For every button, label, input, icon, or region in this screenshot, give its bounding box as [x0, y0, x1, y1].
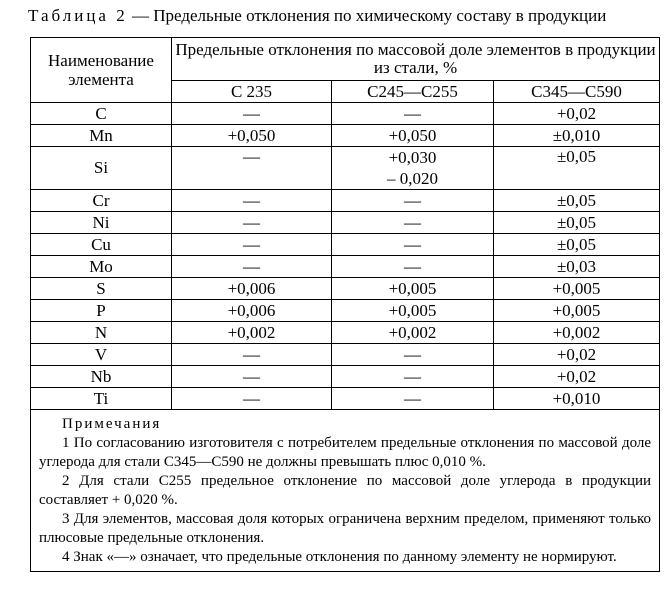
table-row	[31, 366, 660, 388]
value-cell: +0,050	[172, 125, 332, 147]
value-cell: +0,005	[494, 300, 660, 322]
table-row	[31, 278, 660, 300]
column-header: С345—С590	[494, 81, 660, 103]
value-cell: —	[332, 256, 494, 278]
value-cell: —	[172, 388, 332, 410]
column-header: С 235	[172, 81, 332, 103]
value-cell: +0,002	[172, 322, 332, 344]
element-cell: Nb	[31, 366, 172, 388]
value-cell: —	[332, 366, 494, 388]
value-cell: —	[332, 234, 494, 256]
value-cell: ±0,05	[494, 212, 660, 234]
table-row	[31, 125, 660, 147]
value-cell: +0,010	[494, 388, 660, 410]
table-body	[31, 103, 660, 572]
value-cell-multiline	[332, 147, 494, 190]
note-item: 2 Для стали С255 предельное отклонение по массовой доле углерода в продукции составляет + 0,020 %.	[39, 473, 652, 508]
value-cell: —	[172, 366, 332, 388]
value-cell: —	[332, 190, 494, 212]
element-cell: Mn	[31, 125, 172, 147]
element-cell: S	[31, 278, 172, 300]
value-cell: +0,005	[332, 278, 494, 300]
element-cell: С	[31, 103, 172, 125]
notes-cell	[31, 410, 660, 572]
value-cell: —	[332, 103, 494, 125]
value-cell: —	[332, 388, 494, 410]
value-cell: ±0,05	[494, 190, 660, 212]
value-cell: +0,002	[332, 322, 494, 344]
value-cell: +0,02	[494, 344, 660, 366]
value-line: +0,030	[388, 148, 437, 167]
table-caption	[28, 6, 606, 26]
element-cell: P	[31, 300, 172, 322]
value-cell: ±0,010	[494, 125, 660, 147]
element-name-header: Наименование элемента	[31, 38, 172, 103]
value-cell: —	[332, 212, 494, 234]
table-caption-text: — Предельные отклонения по химическому составу в продукции	[131, 6, 607, 25]
table-row	[31, 147, 660, 190]
value-cell: +0,005	[332, 300, 494, 322]
value-cell: —	[332, 344, 494, 366]
table-row	[31, 234, 660, 256]
element-cell: Mo	[31, 256, 172, 278]
deviations-table	[30, 37, 660, 572]
deviations-group-header: Предельные отклонения по массовой доле элементов в продукции из стали, %	[172, 38, 660, 81]
note-item: 4 Знак «—» означает, что предельные отклонения по данному элементу не нормируют.	[62, 549, 617, 565]
value-cell: —	[172, 344, 332, 366]
element-cell: Si	[31, 147, 172, 190]
table-row	[31, 190, 660, 212]
value-cell: ±0,05	[494, 234, 660, 256]
value-cell: +0,005	[494, 278, 660, 300]
table-row	[31, 322, 660, 344]
table-row	[31, 300, 660, 322]
table-row	[31, 256, 660, 278]
value-cell: ±0,03	[494, 256, 660, 278]
table-row	[31, 344, 660, 366]
value-cell: +0,006	[172, 300, 332, 322]
value-cell: +0,006	[172, 278, 332, 300]
value-line: – 0,020	[387, 169, 438, 188]
value-cell: +0,002	[494, 322, 660, 344]
value-cell: ±0,05	[494, 147, 660, 190]
element-cell: Cu	[31, 234, 172, 256]
value-cell: —	[172, 234, 332, 256]
value-cell: —	[172, 147, 332, 190]
value-cell: +0,02	[494, 366, 660, 388]
table-caption-label: Таблица 2	[28, 6, 128, 25]
note-item: 1 По согласованию изготовителя с потребителем предельные отклонения по массовой доле углерода для стали С345—С590 не должны превышать плюс 0,010 %.	[39, 435, 652, 470]
value-cell: —	[172, 256, 332, 278]
element-cell: Ni	[31, 212, 172, 234]
note-item: 3 Для элементов, массовая доля которых ограничена верхним пределом, применяют только плюсовые предельные отклонения.	[39, 511, 652, 546]
value-cell: —	[172, 212, 332, 234]
notes-row	[31, 410, 660, 572]
table-row	[31, 212, 660, 234]
element-cell: N	[31, 322, 172, 344]
column-header: С245—С255	[332, 81, 494, 103]
notes-title: Примечания	[62, 416, 162, 432]
element-cell: V	[31, 344, 172, 366]
element-cell: Cr	[31, 190, 172, 212]
value-cell: —	[172, 190, 332, 212]
value-cell: +0,02	[494, 103, 660, 125]
value-cell: +0,050	[332, 125, 494, 147]
element-cell: Ti	[31, 388, 172, 410]
value-cell: —	[172, 103, 332, 125]
table-row	[31, 103, 660, 125]
table-row	[31, 388, 660, 410]
